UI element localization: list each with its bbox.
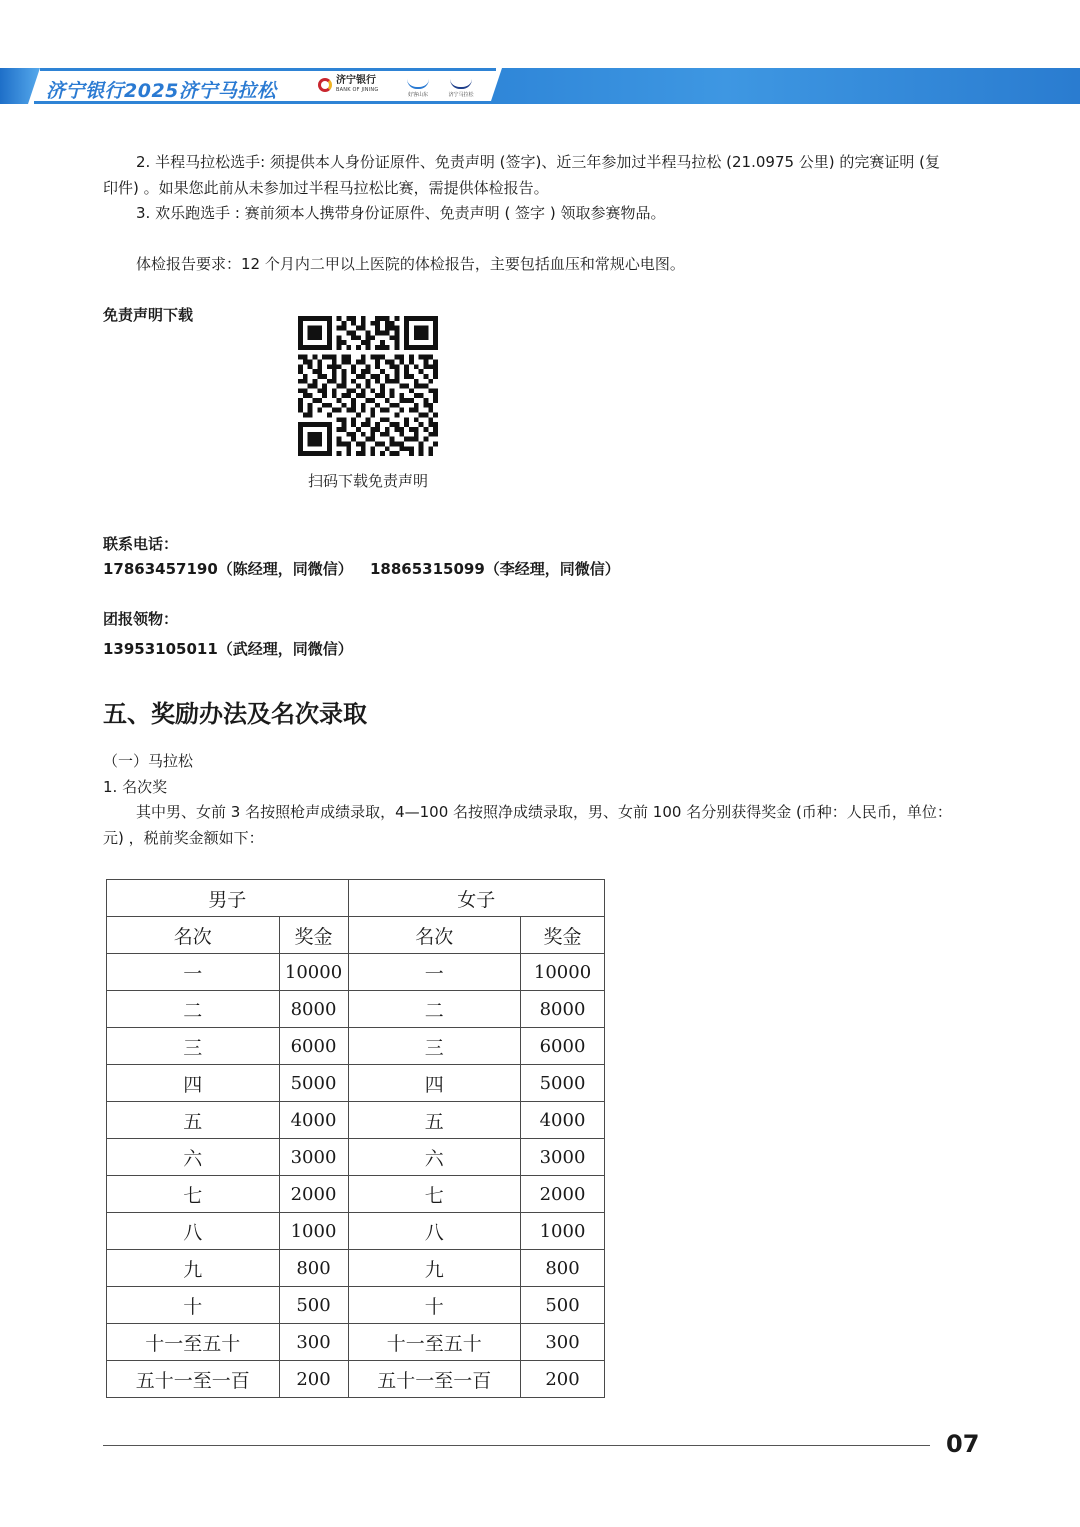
table-header-row: [107, 880, 605, 917]
female-rank-cell: 二: [348, 991, 521, 1028]
disclaimer-qr-code[interactable]: [298, 316, 438, 456]
male-rank-cell: 十一至五十: [107, 1324, 280, 1361]
female-prize-cell: 800: [521, 1250, 605, 1287]
female-prize-cell: 10000: [521, 954, 605, 991]
table-row: [107, 991, 605, 1028]
female-prize-cell: 300: [521, 1324, 605, 1361]
female-rank-header: 名次: [348, 917, 521, 954]
male-rank-cell: 三: [107, 1028, 280, 1065]
male-rank-cell: 四: [107, 1065, 280, 1102]
prize-table: [106, 879, 605, 1398]
female-prize-cell: 2000: [521, 1176, 605, 1213]
male-prize-cell: 6000: [279, 1028, 348, 1065]
female-prize-cell: 3000: [521, 1139, 605, 1176]
table-subheader-row: [107, 917, 605, 954]
female-rank-cell: 四: [348, 1065, 521, 1102]
disclaimer-download-label: 免责声明下载: [103, 306, 194, 324]
female-rank-cell: 十一至五十: [348, 1324, 521, 1361]
ranking-prize-heading: 1. 名次奖: [103, 778, 168, 796]
female-rank-cell: 十: [348, 1287, 521, 1324]
male-prize-cell: 2000: [279, 1176, 348, 1213]
female-prize-cell: 200: [521, 1361, 605, 1398]
table-row: [107, 1139, 605, 1176]
header-blue-stripe: [490, 68, 1080, 104]
female-prize-cell: 6000: [521, 1028, 605, 1065]
shandong-tourism-logo: [404, 76, 432, 98]
shandong-logo-icon: [407, 77, 429, 89]
female-rank-cell: 五: [348, 1102, 521, 1139]
contact-label: 联系电话：: [103, 535, 179, 553]
male-prize-cell: 10000: [279, 954, 348, 991]
male-prize-cell: 3000: [279, 1139, 348, 1176]
bank-logo-icon: [318, 78, 332, 92]
male-prize-cell: 200: [279, 1361, 348, 1398]
group-signup-label: 团报领物：: [103, 610, 179, 628]
qr-caption: 扫码下载免责声明: [307, 472, 428, 490]
male-rank-cell: 八: [107, 1213, 280, 1250]
section-title: 五、奖励办法及名次录取: [103, 700, 367, 728]
jining-marathon-logo: [447, 76, 475, 98]
prize-description-line1: 其中男、女前 3 名按照枪声成绩录取，4—100 名按照净成绩录取，男、女前 100 名分别获得奖金 (币种：人民币，单位：: [136, 803, 952, 821]
bank-of-jining-logo: [318, 76, 378, 93]
male-header: 男子: [107, 880, 349, 917]
marathon-logo-label: 济宁马拉松: [448, 91, 474, 98]
female-rank-cell: 三: [348, 1028, 521, 1065]
male-rank-cell: 九: [107, 1250, 280, 1287]
female-rank-cell: 五十一至一百: [348, 1361, 521, 1398]
male-rank-header: 名次: [107, 917, 280, 954]
table-row: [107, 1213, 605, 1250]
table-row: [107, 1250, 605, 1287]
female-prize-cell: 4000: [521, 1102, 605, 1139]
male-rank-cell: 七: [107, 1176, 280, 1213]
marathon-logo-icon: [450, 77, 472, 89]
footer-divider: [103, 1445, 930, 1446]
female-rank-cell: 六: [348, 1139, 521, 1176]
male-prize-cell: 300: [279, 1324, 348, 1361]
male-prize-cell: 500: [279, 1287, 348, 1324]
male-prize-cell: 1000: [279, 1213, 348, 1250]
female-prize-cell: 1000: [521, 1213, 605, 1250]
female-prize-header: 奖金: [521, 917, 605, 954]
requirement-half-marathon-cont: 印件) 。如果您此前从未参加过半程马拉松比赛，需提供体检报告。: [103, 179, 549, 197]
group-signup-phone: 13953105011（武经理，同微信）: [103, 640, 353, 658]
male-prize-header: 奖金: [279, 917, 348, 954]
male-prize-cell: 8000: [279, 991, 348, 1028]
male-rank-cell: 十: [107, 1287, 280, 1324]
female-prize-cell: 8000: [521, 991, 605, 1028]
male-rank-cell: 一: [107, 954, 280, 991]
contact-phone-li: 18865315099（李经理，同微信）: [370, 560, 620, 578]
table-row: [107, 1065, 605, 1102]
table-row: [107, 1287, 605, 1324]
requirement-fun-run: 3. 欢乐跑选手 : 赛前须本人携带身份证原件、免责声明 ( 签字 ) 领取参赛物品。: [136, 204, 666, 222]
table-row: [107, 1361, 605, 1398]
table-row: [107, 1176, 605, 1213]
header-title: 济宁银行2025济宁马拉松: [46, 80, 277, 102]
female-header: 女子: [348, 880, 605, 917]
table-row: [107, 1102, 605, 1139]
health-report-requirement: 体检报告要求：12 个月内二甲以上医院的体检报告，主要包括血压和常规心电图。: [136, 255, 685, 273]
male-prize-cell: 5000: [279, 1065, 348, 1102]
female-prize-cell: 500: [521, 1287, 605, 1324]
table-row: [107, 1028, 605, 1065]
table-row: [107, 1324, 605, 1361]
page-number: 07: [946, 1430, 980, 1458]
male-prize-cell: 800: [279, 1250, 348, 1287]
female-rank-cell: 七: [348, 1176, 521, 1213]
prize-description-line2: 元) ，税前奖金额如下：: [103, 829, 264, 847]
female-rank-cell: 九: [348, 1250, 521, 1287]
male-rank-cell: 五十一至一百: [107, 1361, 280, 1398]
header-line-top: [40, 68, 496, 71]
female-rank-cell: 八: [348, 1213, 521, 1250]
requirement-half-marathon: 2. 半程马拉松选手: 须提供本人身份证原件、免责声明 (签字)、近三年参加过半程马拉松 (21.0975 公里) 的完赛证明 (复: [136, 153, 941, 171]
shandong-logo-label: 好客山东: [407, 91, 428, 98]
male-prize-cell: 4000: [279, 1102, 348, 1139]
female-rank-cell: 一: [348, 954, 521, 991]
contact-phone-chen: 17863457190（陈经理，同微信）: [103, 560, 353, 578]
male-rank-cell: 五: [107, 1102, 280, 1139]
bank-logo-cn: 济宁银行: [336, 75, 376, 86]
female-prize-cell: 5000: [521, 1065, 605, 1102]
bank-logo-en: BANK OF JINING: [336, 87, 379, 93]
subsection-marathon: （一）马拉松: [103, 752, 194, 770]
male-rank-cell: 二: [107, 991, 280, 1028]
male-rank-cell: 六: [107, 1139, 280, 1176]
table-row: [107, 954, 605, 991]
